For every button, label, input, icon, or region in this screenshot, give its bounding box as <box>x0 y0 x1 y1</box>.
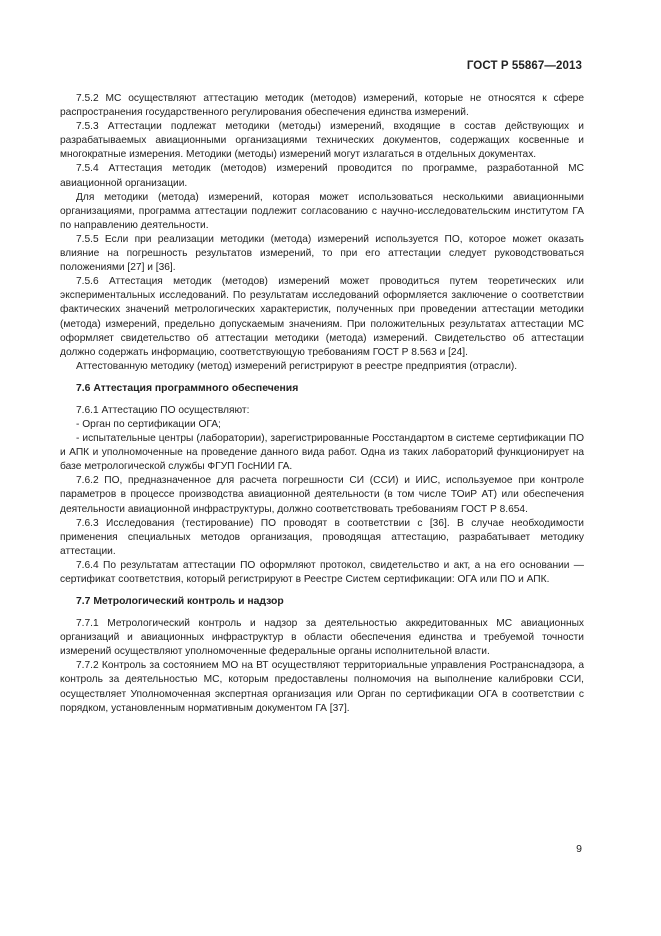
paragraph-7-5-6: 7.5.6 Аттестация методик (методов) измерений может проводиться путем теоретических или экспериментальных исследований. По результатам исследований оформляется заключение о соответствии фактических значений метрологических характеристик, полученных при проведении аттестации методики (метода) измерений, предельно допускаемым значениям. При положительных результатах аттестации МС оформляет свидетельство об аттестации методики (метода) измерений. Свидетельство об аттестации должно содержать информацию, соответствующую требованиям ГОСТ Р 8.563 и [24]. <box>60 276 584 358</box>
paragraph-7-6-2: 7.6.2 ПО, предназначенное для расчета погрешности СИ (ССИ) и ИИС, используемое при контроле параметров в процессе производства авиационной деятельности (в том числе ТОиР АТ) или обеспечения деятельности авиационной инфраструктуры, должно соответствовать требованиям ГОСТ Р 8.654. <box>60 475 584 515</box>
paragraph-7-7-1: 7.7.1 Метрологический контроль и надзор за деятельностью аккредитованных МС авиационных организаций и авиационных инфраструктур в области обеспечения единства и требуемой точности измерений осуществляют уполномоченные федеральные органы исполнительной власти. <box>60 618 584 658</box>
paragraph-7-5-6-cont: Аттестованную методику (метод) измерений регистрируют в реестре предприятия (отрасли). <box>76 360 518 372</box>
paragraph-7-5-3: 7.5.3 Аттестации подлежат методики (методы) измерений, входящие в состав действующих и разрабатываемых авиационными организациями технических документов, содержащих косвенные и многократные измерения. Методики (методы) измерений могут излагаться в отдельных документах. <box>60 121 584 161</box>
list-item: - Орган по сертификации ОГА; <box>76 418 221 430</box>
paragraph-7-6-1: 7.6.1 Аттестацию ПО осуществляют: <box>76 404 250 416</box>
paragraph-7-6-4: 7.6.4 По результатам аттестации ПО оформляют протокол, свидетельство и акт, а на его основании — сертификат соответствия, который регистрируют в Реестре Систем сертификации: ОГА или ПО и АПК. <box>60 559 584 585</box>
paragraph-7-5-4: 7.5.4 Аттестация методик (методов) измерений проводится по программе, разработанной МС авиационной организации. <box>60 163 584 189</box>
section-heading-7-7: 7.7 Метрологический контроль и надзор <box>76 596 284 608</box>
paragraph-7-5-2: 7.5.2 МС осуществляют аттестацию методик (методов) измерений, которые не относятся к сфере распространения государственного регулирования обеспечения единства измерений. <box>60 93 584 119</box>
paragraph-7-6-3: 7.6.3 Исследования (тестирование) ПО проводят в соответствии с [36]. В случае необходимости применения специальных методов организация, проводящая аттестацию, разрабатывает методику аттестации. <box>60 517 584 557</box>
document-body <box>60 92 584 716</box>
paragraph-7-5-5: 7.5.5 Если при реализации методики (метода) измерений используется ПО, которое может оказать влияние на погрешность результатов измерений, то при его аттестации следует руководствоваться положениями [27] и [36]. <box>60 233 584 274</box>
list-item: - испытательные центры (лаборатории), зарегистрированные Росстандартом в системе сертификации ПО и АПК и уполномоченные на проведение данного вида работ. Одна из таких лабораторий функционирует на базе метрологической службы ФГУП ГосНИИ ГА. <box>60 433 584 473</box>
document-header: ГОСТ Р 55867—2013 <box>466 60 582 72</box>
paragraph-7-7-2: 7.7.2 Контроль за состоянием МО на ВТ осуществляют территориальные управления Ространснадзора, а контроль за деятельностью МС, которым предоставлены полномочия на выполнение калибровки ССИ, осуществляет Уполномоченная экспертная организация или Орган по сертификации ОГА в соответствии с порядком, установленным нормативным документом ГА [37]. <box>60 660 584 714</box>
page-number: 9 <box>576 843 582 855</box>
section-heading-7-6: 7.6 Аттестация программного обеспечения <box>76 382 299 394</box>
paragraph-7-5-4-cont: Для методики (метода) измерений, которая может использоваться несколькими авиационными организациями, программа аттестации подлежит согласованию с научно-исследовательским институтом ГА по направлению деятельности. <box>60 191 584 231</box>
